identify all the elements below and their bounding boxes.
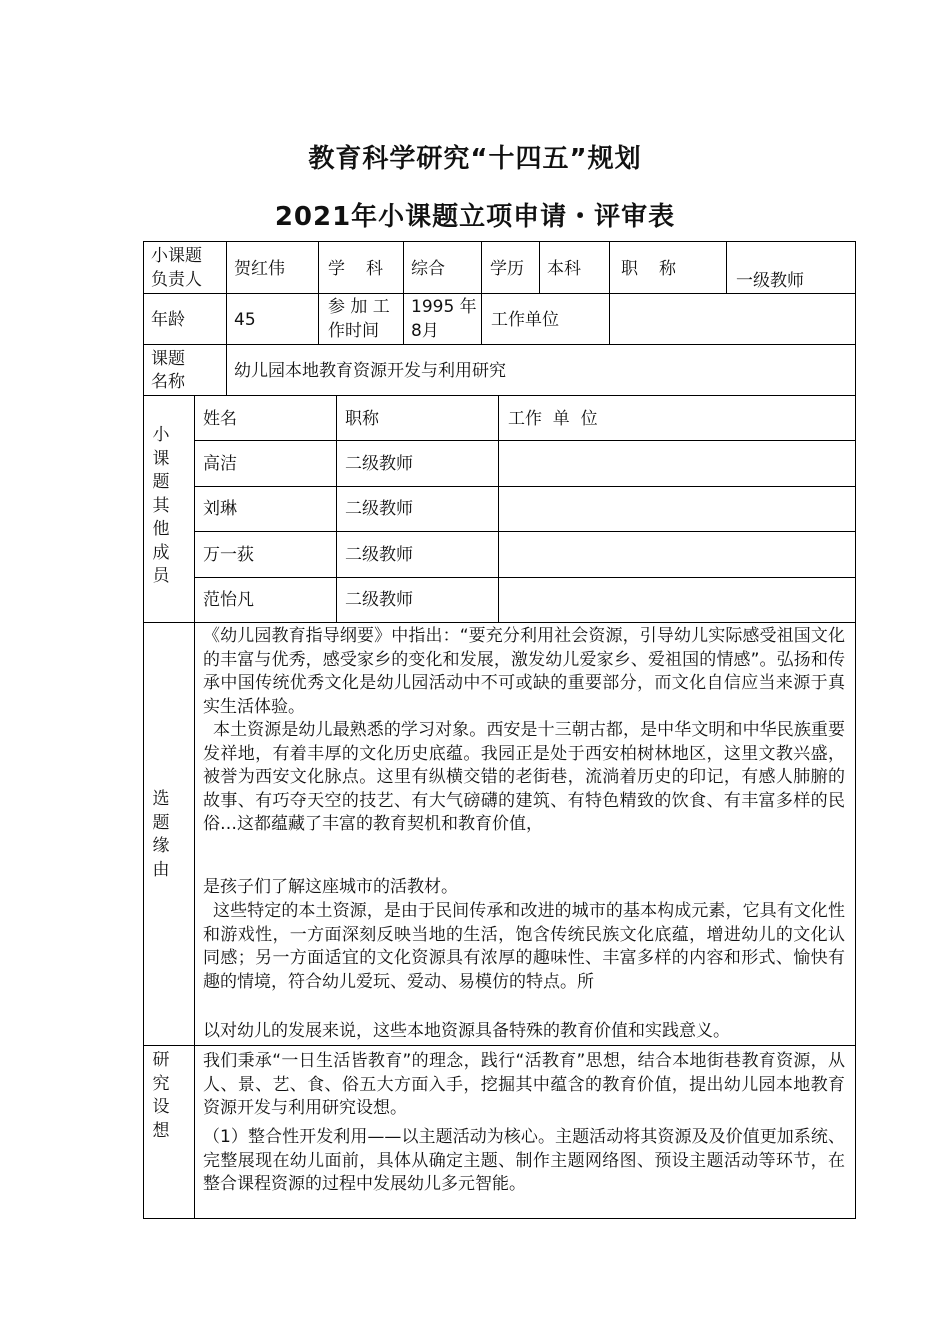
table-rule	[194, 440, 856, 441]
table-rule	[143, 344, 856, 345]
member-name: 高洁	[203, 454, 237, 474]
table-rule	[226, 241, 227, 293]
member-name: 万一荻	[203, 545, 254, 565]
table-rule	[609, 293, 610, 344]
subject-label: 学 科	[328, 259, 385, 279]
age-label: 年龄	[151, 310, 185, 330]
table-rule	[498, 395, 499, 622]
table-rule	[143, 395, 856, 396]
table-rule	[318, 241, 319, 293]
design-paragraph-1: 我们秉承“一日生活皆教育”的理念，践行“活教育”思想，结合本地街巷教育资源，从人、景、艺、食、俗五大方面入手，挖掘其中蕴含的教育价值，提出幼儿园本地教育资源开发与利用研究设想。	[203, 1051, 845, 1119]
rationale-label: 选题缘由	[152, 789, 170, 880]
design-label: 研究设想	[152, 1050, 170, 1141]
member-title: 二级教师	[345, 454, 413, 474]
members-label: 小课题其他成员	[152, 425, 170, 586]
leader-label-line2: 负责人	[151, 270, 202, 290]
member-title: 二级教师	[345, 590, 413, 610]
member-name: 范怡凡	[203, 590, 254, 610]
rationale-paragraph-1: 《幼儿园教育指导纲要》中指出：“要充分利用社会资源，引导幼儿实际感受祖国文化的丰富与优秀，感受家乡的变化和发展，激发幼儿爱家乡、爱祖国的情感”。弘扬和传承中国传统优秀文化是幼儿园活动中不可或缺的重要部分，而文化自信应当来源于真实生活体验。	[203, 626, 845, 717]
members-header-title: 职称	[345, 409, 379, 429]
member-name: 刘琳	[203, 499, 237, 519]
table-rule	[336, 395, 337, 622]
table-rule	[194, 531, 856, 532]
member-title: 二级教师	[345, 499, 413, 519]
topic-label-line1: 课题	[151, 349, 185, 369]
table-rule	[481, 241, 482, 293]
work-start-value-line2: 8月	[411, 321, 439, 341]
table-rule	[481, 293, 482, 344]
table-rule	[609, 241, 610, 293]
table-rule	[403, 241, 404, 293]
table-rule	[403, 293, 404, 344]
member-title: 二级教师	[345, 545, 413, 565]
table-rule	[318, 293, 319, 344]
table-rule	[855, 241, 856, 1219]
table-rule	[143, 241, 856, 242]
work-start-value-line1: 1995 年	[411, 297, 477, 317]
document-subtitle: 2021年小课题立项申请・评审表	[274, 202, 676, 232]
table-rule	[143, 293, 856, 294]
work-start-label-line2: 作时间	[328, 321, 379, 341]
rationale-paragraph-4: 这些特定的本土资源，是由于民间传承和改进的城市的基本构成元素，它具有文化性和游戏性，一方面深刻反映当地的生活，饱含传统民族文化底蕴，增进幼儿的文化认同感；另一方面适宜的文化资源具有浓厚的趣味性、丰富多样的内容和形式、愉快有趣的情境，符合幼儿爱玩、爱动、易模仿的特点。所	[203, 901, 845, 992]
work-unit-label: 工作单位	[491, 310, 559, 330]
topic-value: 幼儿园本地教育资源开发与利用研究	[234, 361, 506, 381]
rationale-paragraph-2: 本土资源是幼儿最熟悉的学习对象。西安是十三朝古都，是中华文明和中华民族重要发祥地，有着丰厚的文化历史底蕴。我园正是处于西安柏树林地区，这里文教兴盛，被誉为西安文化脉点。这里有纵横交错的老街巷，流淌着历史的印记，有感人肺腑的故事、有巧夺天空的技艺、有大气磅礴的建筑、有特色精致的饮食、有丰富多样的民俗…这都蕴藏了丰富的教育契机和教育价值，	[203, 720, 845, 835]
table-rule	[226, 344, 227, 395]
topic-label-line2: 名称	[151, 372, 185, 392]
table-rule	[194, 486, 856, 487]
table-rule	[539, 241, 540, 293]
subject-value: 综合	[411, 259, 445, 279]
leader-name: 贺红伟	[234, 259, 285, 279]
leader-label-line1: 小课题	[151, 246, 202, 266]
age-value: 45	[234, 310, 256, 330]
table-rule	[143, 622, 856, 623]
table-rule	[726, 241, 727, 293]
title-value: 一级教师	[736, 271, 804, 291]
education-label: 学历	[490, 259, 524, 279]
table-rule	[194, 577, 856, 578]
title-label: 职 称	[621, 259, 678, 279]
table-rule	[143, 241, 144, 1219]
table-rule	[143, 1045, 856, 1046]
design-paragraph-2: （1）整合性开发利用——以主题活动为核心。主题活动将其资源及及价值更加系统、完整展现在幼儿面前，具体从确定主题、制作主题网络图、预设主题活动等环节，在整合课程资源的过程中发展幼儿多元智能。	[203, 1127, 845, 1195]
document-title: 教育科学研究“十四五”规划	[308, 144, 642, 174]
members-header-name: 姓名	[203, 409, 237, 429]
work-start-label-line1: 参 加 工	[328, 297, 390, 317]
table-rule	[143, 1218, 856, 1219]
rationale-paragraph-3: 是孩子们了解这座城市的活教材。	[203, 877, 458, 897]
table-rule	[226, 293, 227, 344]
table-rule	[194, 395, 195, 1219]
members-header-unit: 工作 单 位	[508, 409, 598, 429]
rationale-paragraph-5: 以对幼儿的发展来说，这些本地资源具备特殊的教育价值和实践意义。	[203, 1021, 730, 1041]
education-value: 本科	[547, 259, 581, 279]
